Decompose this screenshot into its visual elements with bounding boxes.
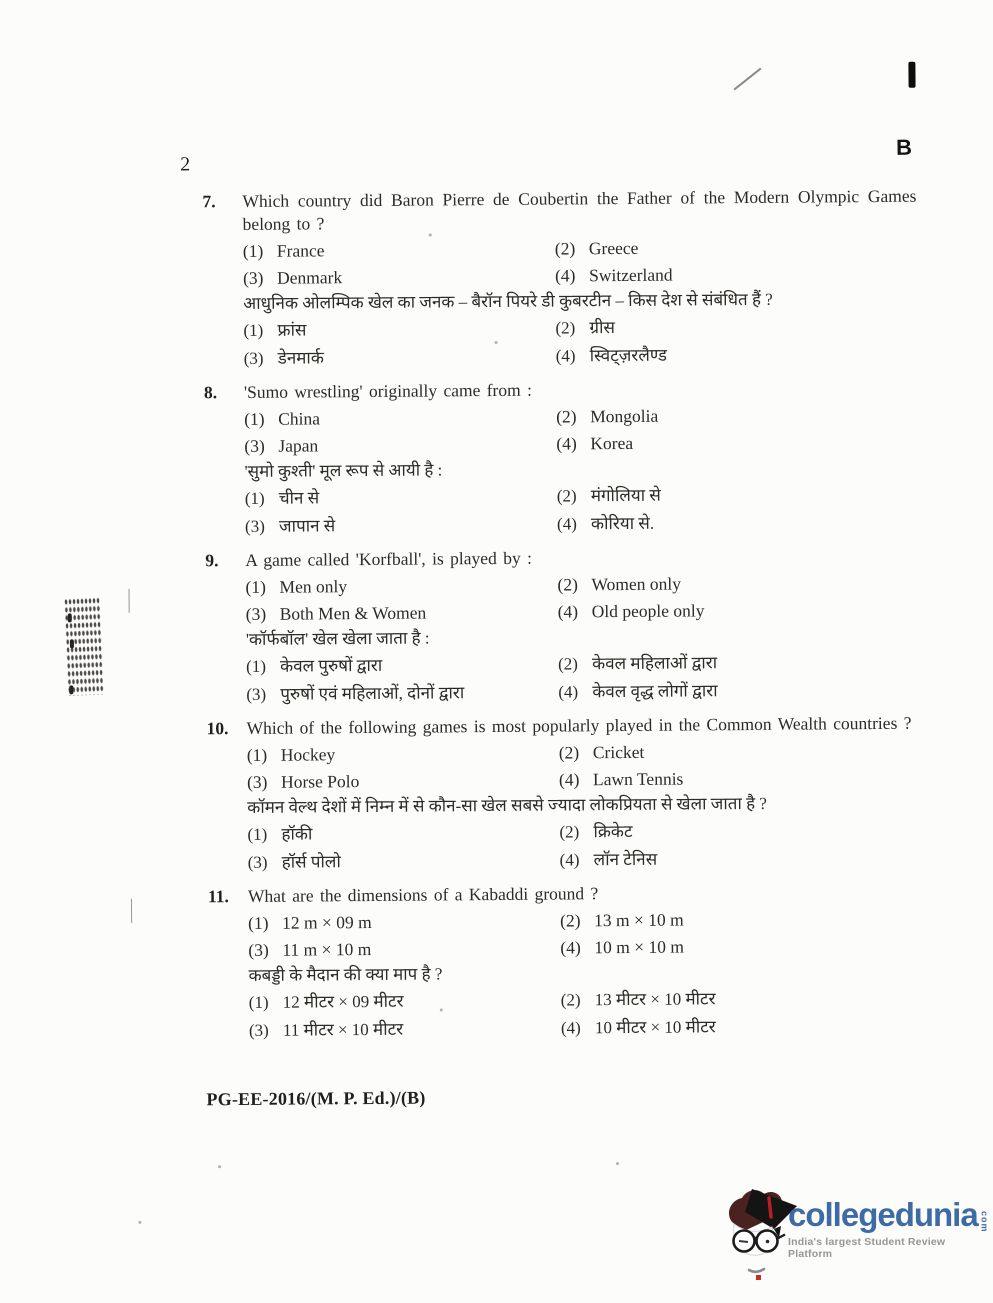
option-text: France	[276, 240, 325, 261]
scan-artifact-tick-mark	[131, 899, 132, 923]
hindi-options	[243, 314, 917, 371]
option-label: (1)	[246, 744, 268, 765]
option-label: (2)	[560, 910, 581, 931]
option-text: Mongolia	[590, 405, 659, 427]
logo-brand-text: collegedunia	[788, 1196, 978, 1233]
scan-artifact-slash-mark	[734, 68, 762, 91]
option-english-2	[556, 403, 918, 428]
option-text: 10 मीटर × 10 मीटर	[594, 1017, 716, 1038]
option-text: 13 m × 10 m	[594, 909, 684, 931]
question-block	[202, 185, 917, 372]
option-english-3	[243, 265, 555, 289]
question-text-hindi: आधुनिक ओलम्पिक खेल का जनक – बैरॉन पियरे डी कुबरटीन – किस देश से संबंधित हैं ?	[243, 289, 773, 313]
question-number: 7.	[202, 191, 216, 212]
option-hindi-3	[248, 849, 560, 875]
option-english-4	[556, 430, 918, 455]
scan-artifact-ink-blobs	[68, 613, 72, 622]
scan-speck	[218, 1165, 221, 1168]
question-text-english: Which of the following games is most popularly played in the Common Wealth countries ?	[246, 712, 912, 738]
scan-artifact-tick-mark	[128, 589, 129, 613]
question-text-english: 'Sumo wrestling' originally came from :	[243, 379, 533, 402]
option-text: चीन से	[278, 488, 320, 508]
scan-artifact-dot-band	[64, 597, 104, 696]
option-label: (3)	[246, 771, 268, 792]
question-block	[207, 712, 922, 876]
option-english-1	[247, 742, 559, 766]
option-text: 13 मीटर × 10 मीटर	[594, 989, 716, 1010]
option-label: (4)	[558, 682, 579, 702]
option-english-3	[248, 937, 560, 961]
question-block	[204, 376, 919, 540]
option-label: (3)	[242, 267, 264, 288]
option-hindi-3	[244, 345, 556, 371]
option-label: (2)	[556, 406, 577, 427]
option-text: Denmark	[276, 267, 343, 288]
option-text: 10 m × 10 m	[594, 936, 684, 958]
option-text: केवल पुरुषों द्वारा	[280, 655, 383, 676]
question-text-english: What are the dimensions of a Kabaddi ground ?	[247, 883, 599, 906]
option-hindi-3	[246, 681, 558, 707]
option-label: (1)	[248, 912, 269, 933]
hindi-options	[247, 818, 921, 875]
option-text: Japan	[278, 435, 319, 456]
option-text: क्रिकेट	[593, 821, 633, 842]
option-hindi-1	[245, 485, 557, 511]
option-text: Hockey	[280, 744, 336, 765]
option-text: मंगोलिया से	[590, 485, 661, 506]
scan-artifact-ink-bar	[908, 62, 915, 88]
option-label: (4)	[554, 265, 576, 286]
option-label: (1)	[247, 824, 268, 844]
option-english-4	[559, 766, 921, 791]
option-text: Women only	[591, 573, 682, 595]
option-text: Both Men & Women	[279, 602, 427, 624]
option-label: (2)	[557, 574, 578, 595]
english-options	[245, 571, 919, 625]
option-label: (1)	[243, 320, 264, 340]
option-label: (2)	[558, 742, 580, 763]
option-label: (2)	[555, 318, 576, 338]
option-text: हॉर्स पोलो	[281, 852, 341, 872]
question-number: 9.	[205, 550, 219, 571]
option-hindi-2	[558, 650, 920, 677]
logo-tagline: India's largest Student Review Platform	[788, 1235, 946, 1260]
option-english-2	[557, 571, 919, 596]
option-text: ग्रीस	[589, 318, 616, 338]
option-text: China	[278, 408, 321, 429]
option-label: (3)	[246, 684, 267, 704]
page-number: 2	[180, 153, 191, 176]
option-label: (2)	[560, 990, 581, 1010]
option-label: (1)	[248, 992, 269, 1012]
option-hindi-1	[243, 317, 555, 343]
option-hindi-2	[557, 482, 919, 509]
option-hindi-2	[559, 818, 921, 845]
english-options	[244, 403, 918, 457]
option-label: (4)	[560, 937, 581, 958]
english-options	[248, 907, 922, 961]
option-hindi-3	[245, 513, 557, 539]
option-label: (4)	[559, 850, 580, 870]
question-number: 8.	[203, 382, 218, 403]
option-text: 12 मीटर × 09 मीटर	[282, 991, 404, 1012]
question-block	[205, 544, 920, 708]
option-text: केवल वृद्ध लोगों द्वारा	[592, 681, 718, 702]
option-hindi-4	[560, 846, 922, 873]
option-label: (3)	[243, 348, 264, 368]
option-english-1	[245, 574, 557, 598]
paper-code-footer: PG-EE-2016/(M. P. Ed.)/(B)	[206, 1087, 426, 1110]
option-hindi-4	[557, 510, 919, 537]
question-header	[202, 185, 916, 237]
option-label: (1)	[245, 576, 266, 597]
option-english-3	[246, 601, 558, 625]
option-text: Lawn Tennis	[592, 768, 684, 790]
option-english-3	[244, 433, 556, 457]
question-number: 11.	[207, 886, 229, 907]
option-label: (4)	[556, 433, 577, 454]
option-english-2	[559, 739, 921, 764]
option-hindi-1	[249, 989, 561, 1015]
option-label: (2)	[554, 238, 576, 259]
option-text: Horse Polo	[280, 771, 360, 792]
option-text: Korea	[590, 432, 634, 454]
option-text: Men only	[279, 576, 348, 597]
option-label: (4)	[556, 514, 577, 534]
option-text: स्विट्ज़रलैण्ड	[589, 345, 668, 366]
option-text: जापान से	[278, 516, 336, 536]
option-english-4	[555, 262, 917, 287]
scan-speck	[138, 1221, 141, 1224]
option-text: Cricket	[592, 741, 645, 763]
question-text-english: A game called 'Korfball', is played by :	[245, 547, 532, 570]
question-block	[208, 880, 923, 1044]
question-text-hindi: कबड्डी के मैदान की क्या माप है ?	[248, 964, 443, 985]
scan-speck	[616, 1162, 619, 1165]
option-label: (4)	[560, 1018, 581, 1038]
logo-tld-text: com	[979, 1211, 990, 1233]
hindi-options	[246, 650, 920, 707]
option-english-4	[558, 598, 920, 623]
paper-set-letter: B	[895, 134, 913, 160]
question-text-hindi: कॉमन वेल्थ देशों में निम्न में से कौन-सा खेल सबसे ज्यादा लोकप्रियता से खेला जाता है ?	[247, 793, 767, 817]
question-number: 10.	[206, 718, 229, 739]
option-text: हॉकी	[281, 824, 313, 844]
option-text: केवल महिलाओं द्वारा	[592, 653, 718, 674]
option-text: 11 मीटर × 10 मीटर	[282, 1019, 404, 1040]
option-text: Old people only	[591, 600, 705, 622]
option-label: (4)	[557, 601, 579, 622]
option-text: डेनमार्क	[277, 348, 324, 368]
question-header	[204, 376, 918, 405]
question-header	[207, 712, 921, 741]
option-english-2	[560, 907, 922, 932]
english-options	[243, 235, 917, 289]
english-options	[247, 739, 921, 793]
option-text: 11 m × 10 m	[282, 938, 372, 960]
option-label: (1)	[246, 656, 267, 676]
option-label: (4)	[555, 346, 576, 366]
option-hindi-2	[561, 986, 923, 1013]
option-label: (3)	[247, 852, 268, 872]
question-header	[208, 880, 922, 909]
option-text: Switzerland	[588, 264, 673, 286]
questions-list	[202, 185, 923, 1054]
question-text-english: Which country did Baron Pierre de Coubertin the Father of the Modern Olympic Games belong to ?	[242, 185, 917, 234]
option-label: (1)	[244, 408, 265, 429]
option-label: (3)	[244, 435, 265, 456]
option-english-1	[243, 238, 555, 262]
logo-text-block	[788, 1198, 990, 1260]
option-text: 12 m × 09 m	[282, 911, 372, 933]
option-hindi-3	[249, 1017, 561, 1043]
option-text: फ्रांस	[277, 320, 307, 340]
question-header	[205, 544, 919, 573]
hindi-options	[249, 986, 923, 1043]
option-text: कोरिया से.	[590, 513, 655, 534]
option-label: (2)	[558, 654, 579, 674]
option-text: Greece	[588, 237, 639, 259]
option-hindi-4	[561, 1014, 923, 1041]
option-english-1	[244, 406, 556, 430]
option-label: (3)	[248, 939, 269, 960]
hindi-options	[245, 482, 919, 539]
option-hindi-1	[247, 821, 559, 847]
collegedunia-logo	[720, 1184, 988, 1284]
option-english-3	[247, 769, 559, 793]
option-label: (2)	[559, 822, 580, 842]
option-text: लॉन टेनिस	[593, 849, 658, 870]
option-hindi-2	[555, 314, 917, 341]
option-hindi-4	[556, 342, 918, 369]
option-label: (3)	[245, 603, 267, 624]
option-hindi-4	[558, 678, 920, 705]
option-label: (3)	[244, 516, 265, 536]
option-label: (1)	[244, 488, 265, 508]
option-label: (1)	[242, 240, 264, 261]
option-english-1	[248, 910, 560, 934]
option-english-4	[560, 934, 922, 959]
question-text-hindi: 'कॉर्फबॉल' खेल खेला जाता है :	[245, 628, 430, 649]
option-hindi-1	[246, 653, 558, 679]
option-text: पुरुषों एवं महिलाओं, दोनों द्वारा	[280, 683, 465, 704]
question-text-hindi: 'सुमो कुश्ती' मूल रूप से आयी है :	[244, 460, 443, 481]
option-label: (4)	[558, 769, 580, 790]
option-label: (3)	[248, 1020, 269, 1040]
option-english-2	[555, 235, 917, 260]
option-label: (2)	[556, 486, 577, 506]
